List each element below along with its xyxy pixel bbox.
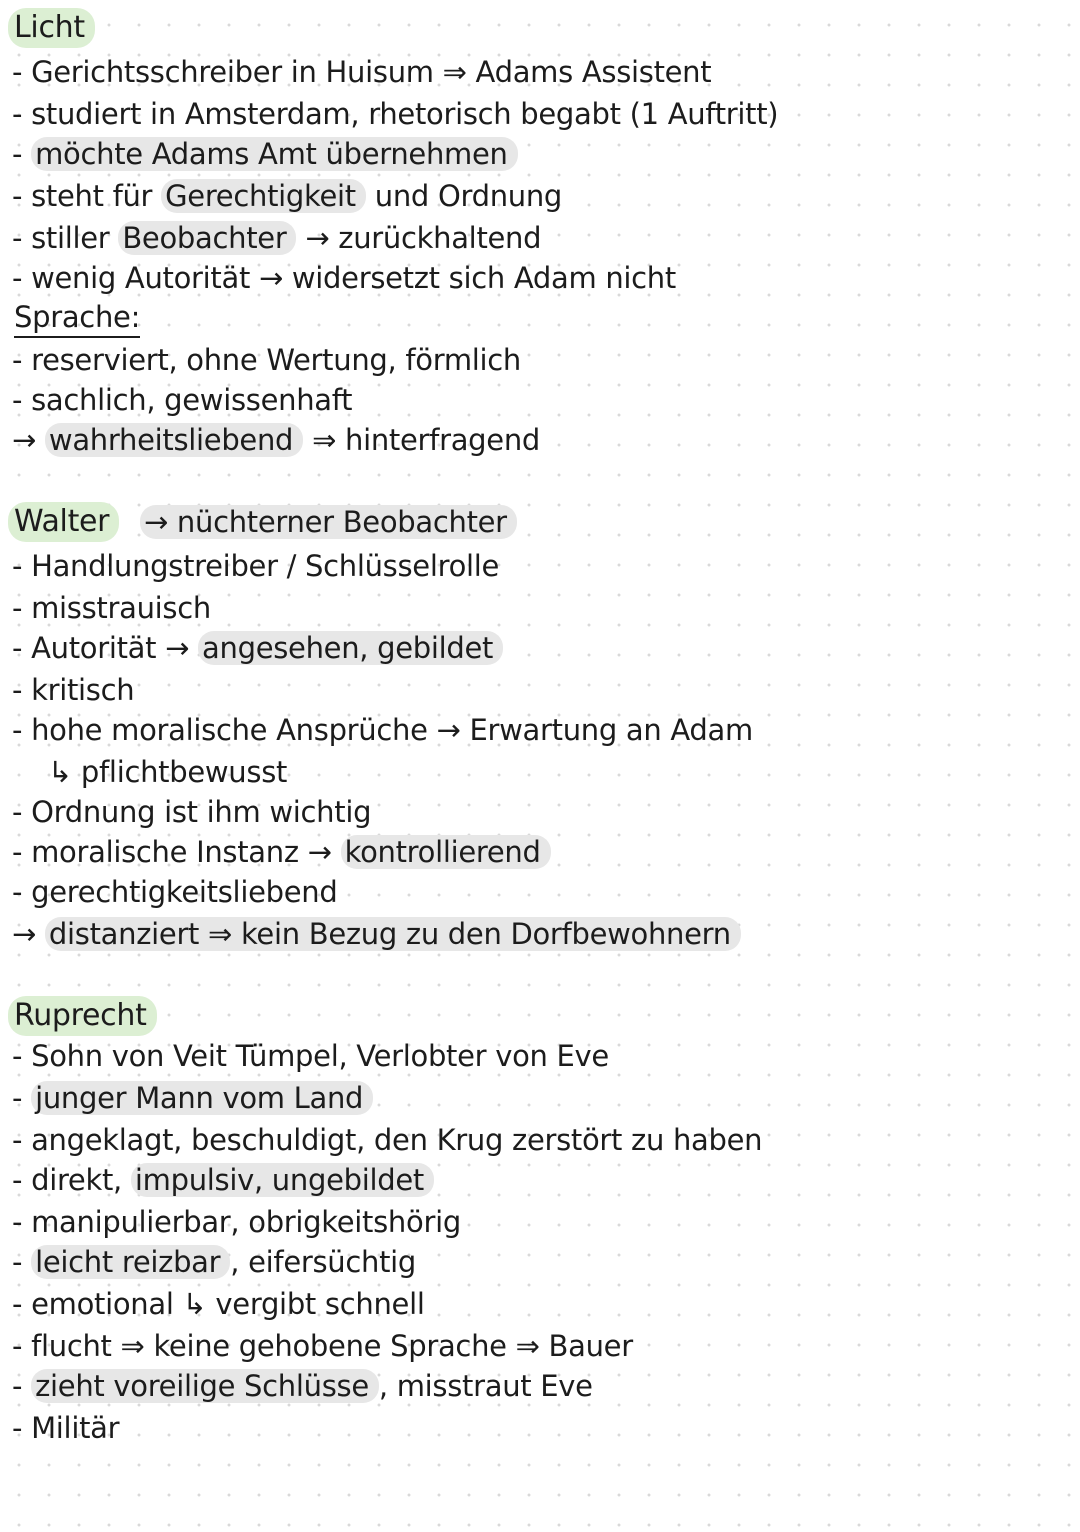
section-title-walter: Walter	[8, 502, 119, 542]
highlight: angesehen, gebildet	[198, 631, 503, 665]
list-item: - gerechtigkeitsliebend	[12, 875, 338, 909]
list-item: - kritisch	[12, 673, 135, 707]
list-item: - Sohn von Veit Tümpel, Verlobter von Eve	[12, 1039, 609, 1073]
list-item: - Autorität → angesehen, gebildet	[12, 628, 503, 668]
list-item: - emotional ↳ vergibt schnell	[12, 1287, 425, 1321]
list-item: - moralische Instanz → kontrollierend	[12, 832, 551, 872]
list-item: - stiller Beobachter → zurückhaltend	[12, 221, 542, 255]
highlight: zieht voreilige Schlüsse	[31, 1369, 379, 1403]
list-item: - misstrauisch	[12, 591, 211, 625]
list-item: - angeklagt, beschuldigt, den Krug zerstört zu haben	[12, 1123, 763, 1157]
subheading-sprache: Sprache:	[14, 300, 140, 338]
section-title-ruprecht: Ruprecht	[8, 996, 157, 1036]
list-item: → distanziert ⇒ kein Bezug zu den Dorfbewohnern	[12, 914, 741, 954]
list-item: - studiert in Amsterdam, rhetorisch begabt (1 Auftritt)	[12, 97, 779, 131]
list-item: - Handlungstreiber / Schlüsselrolle	[12, 549, 500, 583]
list-item: - direkt, impulsiv, ungebildet	[12, 1160, 434, 1200]
section-title-suffix	[140, 502, 517, 542]
highlight: leicht reizbar	[31, 1245, 230, 1279]
list-item: - Gerichtsschreiber in Huisum ⇒ Adams Assistent	[12, 55, 712, 89]
list-item: - junger Mann vom Land	[12, 1078, 373, 1118]
highlight: Beobachter	[118, 221, 296, 255]
list-item: - Militär	[12, 1411, 120, 1445]
list-item: ↳ pflichtbewusst	[48, 755, 288, 789]
list-item: - leicht reizbar , eifersüchtig	[12, 1245, 417, 1279]
highlight: distanziert ⇒ kein Bezug zu den Dorfbewohnern	[45, 917, 741, 951]
highlight: junger Mann vom Land	[31, 1081, 373, 1115]
list-item: - flucht ⇒ keine gehobene Sprache ⇒ Bauer	[12, 1329, 633, 1363]
list-item: - hohe moralische Ansprüche → Erwartung an Adam	[12, 713, 753, 747]
list-item: - reserviert, ohne Wertung, förmlich	[12, 343, 522, 377]
list-item: - Ordnung ist ihm wichtig	[12, 795, 372, 829]
highlight: → nüchterner Beobachter	[140, 505, 517, 539]
highlight: Gerechtigkeit	[161, 179, 366, 213]
list-item: - zieht voreilige Schlüsse , misstraut Eve	[12, 1369, 593, 1403]
highlight: wahrheitsliebend	[45, 423, 303, 457]
list-item: - steht für Gerechtigkeit und Ordnung	[12, 179, 563, 213]
list-item: - manipulierbar, obrigkeitshörig	[12, 1205, 461, 1239]
list-item: - möchte Adams Amt übernehmen	[12, 134, 518, 174]
list-item: → wahrheitsliebend ⇒ hinterfragend	[12, 423, 541, 457]
highlight: kontrollierend	[341, 835, 551, 869]
highlight: impulsiv, ungebildet	[131, 1163, 434, 1197]
list-item: - sachlich, gewissenhaft	[12, 383, 353, 417]
highlight: möchte Adams Amt übernehmen	[31, 137, 518, 171]
section-title-licht: Licht	[8, 8, 95, 48]
list-item: - wenig Autorität → widersetzt sich Adam nicht	[12, 261, 676, 295]
